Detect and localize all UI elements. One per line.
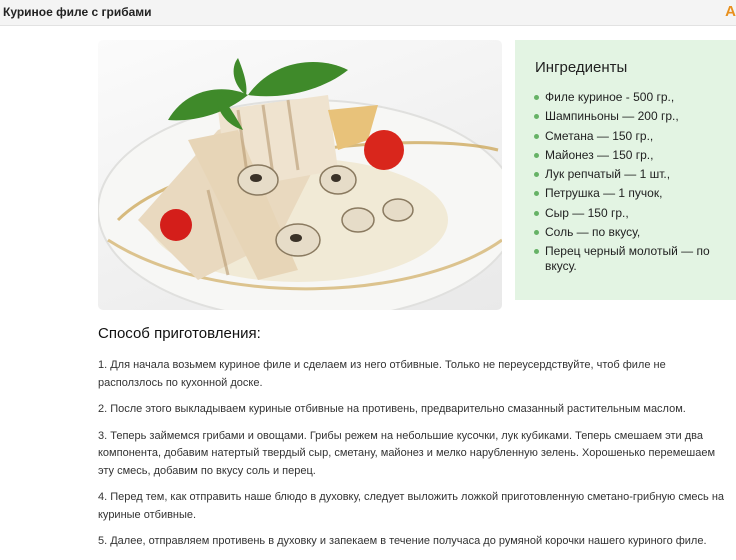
step-paragraph: 5. Далее, отправляем противень в духовку и запекаем в течение получаса до румяной корочки нашего куриного филе.	[98, 535, 707, 547]
corner-logo-glyph[interactable]: A	[725, 3, 736, 20]
method-title: Способ приготовления:	[98, 325, 261, 342]
list-item	[527, 148, 727, 163]
dish-photo-icon	[98, 40, 502, 310]
ingredient-text: Сметана — 150 гр.,	[545, 128, 654, 143]
top-bar	[0, 0, 736, 26]
ingredients-list	[527, 90, 727, 279]
dish-photo	[98, 40, 502, 310]
ingredient-text: Сыр — 150 гр.,	[545, 205, 629, 220]
step-paragraph: 2. После этого выкладываем куриные отбивные на противень, предварительно смазанный растительным маслом.	[98, 403, 686, 415]
ingredient-text: Петрушка — 1 пучок,	[545, 186, 663, 201]
step-paragraph: 4. Перед тем, как отправить наше блюдо в духовку, следует выложить ложкой приготовленную сметано-грибную смесь на куриные отбивные.	[98, 491, 725, 521]
ingredient-text: Майонез — 150 гр.,	[545, 147, 654, 162]
bullet-icon	[534, 134, 539, 139]
list-item	[527, 186, 727, 201]
ingredient-text: Филе куриное - 500 гр.,	[545, 90, 675, 104]
bullet-icon	[534, 230, 539, 235]
list-item	[527, 129, 727, 144]
ingredient-text: Перец черный молотый — по вкусу.	[545, 244, 710, 274]
list-item	[527, 206, 727, 221]
bullet-icon	[534, 95, 539, 100]
bullet-icon	[534, 153, 539, 158]
ingredients-title: Ингредиенты	[535, 59, 628, 76]
ingredients-panel	[515, 40, 736, 300]
page-title: Куриное филе с грибами	[3, 5, 152, 19]
method-steps	[98, 357, 726, 560]
step-paragraph: 3. Теперь займемся грибами и овощами. Грибы режем на небольшие кусочки, лук кубиками. Теперь смешаем эти два компонента, добавим натертый твердый сыр, сметану, майонез и мелко нарубленную зелень. Хорошенько перемешаем эту смесь, добавим по вкусу соль и перец.	[98, 429, 716, 477]
list-item	[527, 244, 727, 274]
list-item	[527, 90, 727, 105]
bullet-icon	[534, 114, 539, 119]
list-item	[527, 225, 727, 240]
ingredient-text: Соль — по вкусу,	[545, 225, 641, 240]
bullet-icon	[534, 249, 539, 254]
bullet-icon	[534, 172, 539, 177]
ingredient-text: Шампиньоны — 200 гр.,	[545, 109, 679, 124]
step-paragraph: 1. Для начала возьмем куриное филе и сделаем из него отбивные. Только не переусердствуйте, чтоб филе не расползлось по кухонной доске.	[98, 359, 666, 389]
list-item	[527, 109, 727, 124]
bullet-icon	[534, 191, 539, 196]
ingredient-text: Лук репчатый — 1 шт.,	[545, 167, 671, 182]
bullet-icon	[534, 211, 539, 216]
list-item	[527, 167, 727, 182]
